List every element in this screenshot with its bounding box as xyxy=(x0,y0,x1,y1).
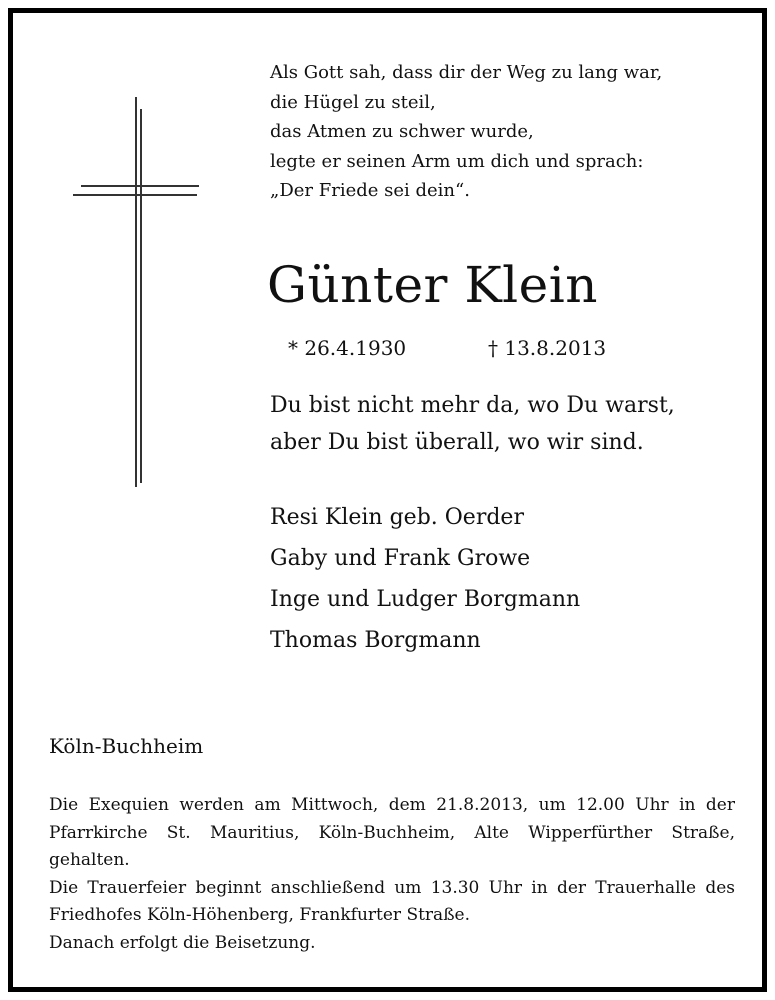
funeral-notice xyxy=(49,792,735,957)
place-name: Köln-Buchheim xyxy=(49,734,204,758)
notice-paragraph: Danach erfolgt die Beisetzung. xyxy=(49,932,316,953)
poem-line: das Atmen zu schwer wurde, xyxy=(270,121,534,142)
quote-line: Du bist nicht mehr da, wo Du warst, xyxy=(270,393,675,418)
poem xyxy=(270,58,662,206)
memorial-quote xyxy=(270,387,675,461)
poem-line: „Der Friede sei dein“. xyxy=(270,180,470,201)
obituary-frame xyxy=(8,8,767,992)
birth-date: * 26.4.1930 xyxy=(288,336,407,360)
poem-line: legte er seinen Arm um dich und sprach: xyxy=(270,150,644,172)
mourner-name: Gaby und Frank Growe xyxy=(270,546,531,571)
cross-icon xyxy=(73,97,199,487)
notice-paragraph: Die Trauerfeier beginnt anschließend um 13.30 Uhr in der Trauerhalle des Friedhofes Köln-Höhenberg, Frankfurter Straße. xyxy=(49,877,735,925)
deceased-name: Günter Klein xyxy=(267,256,598,314)
notice-paragraph: Die Exequien werden am Mittwoch, dem 21.8.2013, um 12.00 Uhr in der Pfarrkirche St. Mauritius, Köln-Buchheim, Alte Wipperfürther Straße, gehalten. xyxy=(49,795,735,870)
mourners-list xyxy=(270,497,580,661)
death-date: † 13.8.2013 xyxy=(488,336,607,360)
poem-line: die Hügel zu steil, xyxy=(270,91,436,113)
poem-line: Als Gott sah, dass dir der Weg zu lang war, xyxy=(270,62,663,83)
mourner-name: Resi Klein geb. Oerder xyxy=(270,505,524,530)
quote-line: aber Du bist überall, wo wir sind. xyxy=(270,430,644,455)
mourner-name: Inge und Ludger Borgmann xyxy=(270,587,581,612)
mourner-name: Thomas Borgmann xyxy=(270,628,481,653)
